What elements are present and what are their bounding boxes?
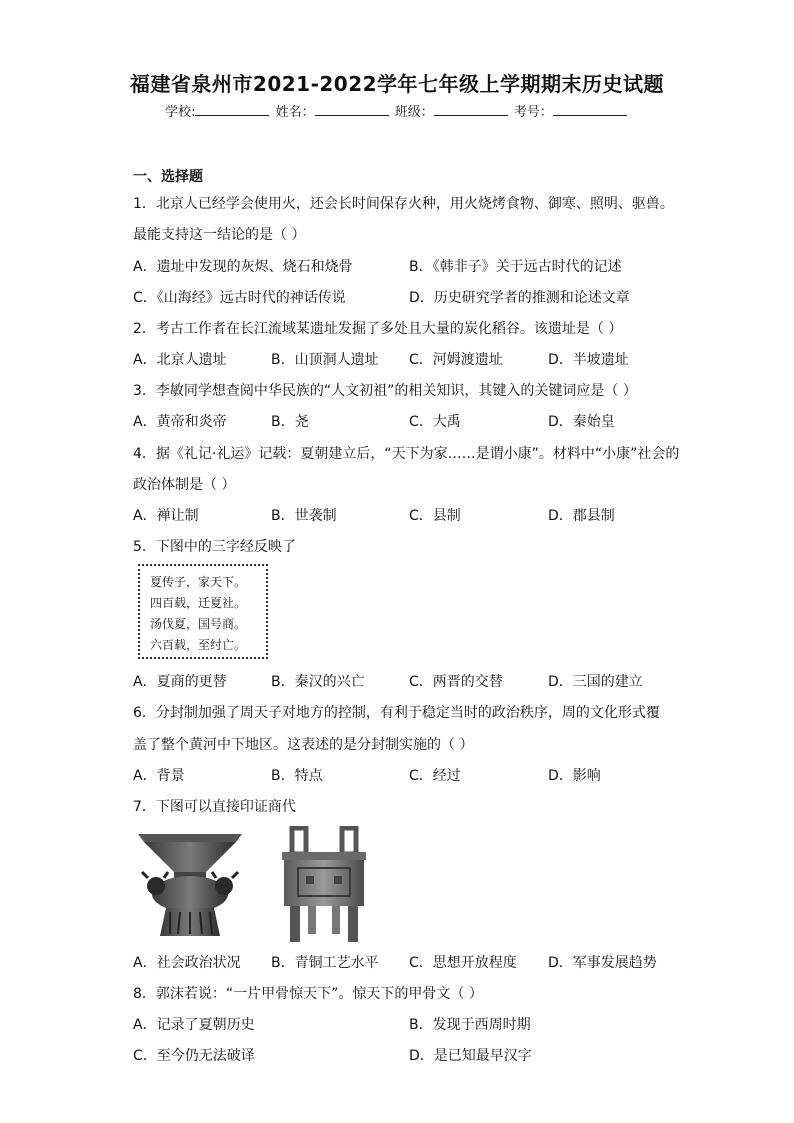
name-label: 姓名： — [275, 105, 315, 120]
question-7-option-a[interactable]: A．社会政治状况 — [133, 955, 241, 971]
bronze-zun-vessel-image — [136, 828, 244, 940]
question-3-option-c[interactable]: C．大禹 — [409, 414, 461, 430]
question-3-option-a[interactable]: A．黄帝和炎帝 — [133, 414, 227, 430]
question-7-line-1: 7．下图可以直接印证商代 — [133, 799, 296, 815]
poem-line: 四百载，迁夏社。 — [150, 596, 247, 610]
name-field[interactable] — [315, 103, 389, 116]
question-3-option-d[interactable]: D．秦始皇 — [548, 414, 615, 430]
question-4-option-b[interactable]: B．世袭制 — [271, 508, 337, 524]
question-6-line-1: 6．分封制加强了周天子对地方的控制，有利于稳定当时的政治秩序，周的文化形式覆 — [133, 705, 660, 721]
three-character-classic-box — [138, 564, 268, 659]
question-2-option-a[interactable]: A．北京人遗址 — [133, 352, 227, 368]
school-label: 学校: — [165, 105, 196, 120]
question-2-option-c[interactable]: C．河姆渡遗址 — [409, 352, 503, 368]
question-8-option-d[interactable]: D．是已知最早汉字 — [409, 1048, 532, 1064]
question-1-line-1: 1．北京人已经学会使用火，还会长时间保存火种，用火烧烤食物、御寒、照明、驱兽。 — [133, 196, 674, 212]
question-5-option-c[interactable]: C．两晋的交替 — [409, 674, 503, 690]
bronze-ding-vessel-image — [278, 826, 370, 944]
class-field[interactable] — [434, 103, 508, 116]
question-4-line-1: 4．据《礼记·礼运》记载：夏朝建立后，“天下为家……是谓小康”。材料中“小康”社会的 — [133, 446, 680, 462]
exam-number-label: 考号： — [513, 105, 553, 120]
exam-title: 福建省泉州市2021-2022学年七年级上学期期末历史试题 — [129, 72, 665, 96]
question-6-option-c[interactable]: C．经过 — [409, 768, 461, 784]
student-info-line — [0, 101, 794, 120]
question-6-option-b[interactable]: B．特点 — [271, 768, 323, 784]
section-title: 一、选择题 — [133, 169, 203, 185]
question-4-line-2: 政治体制是（ ） — [133, 477, 236, 493]
question-8-option-b[interactable]: B．发现于西周时期 — [409, 1017, 531, 1033]
question-5-option-b[interactable]: B．秦汉的兴亡 — [271, 674, 365, 690]
question-3-option-b[interactable]: B．尧 — [271, 414, 309, 430]
question-8-option-c[interactable]: C．至今仍无法破译 — [133, 1048, 255, 1064]
class-label: 班级： — [394, 105, 434, 120]
question-5-line-1: 5．下图中的三字经反映了 — [133, 539, 296, 555]
question-4-option-c[interactable]: C．县制 — [409, 508, 461, 524]
question-4-option-a[interactable]: A．禅让制 — [133, 508, 199, 524]
poem-line: 夏传子，家天下。 — [150, 575, 247, 589]
question-7-option-c[interactable]: C．思想开放程度 — [409, 955, 517, 971]
question-5-option-d[interactable]: D．三国的建立 — [548, 674, 643, 690]
poem-line: 汤伐夏，国号商。 — [150, 617, 247, 631]
school-field[interactable] — [195, 103, 269, 116]
question-1-option-d[interactable]: D．历史研究学者的推测和论述文章 — [409, 290, 630, 306]
question-6-line-2: 盖了整个黄河中下地区。这表述的是分封制实施的（ ） — [133, 737, 474, 753]
question-2-option-d[interactable]: D．半坡遗址 — [548, 352, 629, 368]
question-8-option-a[interactable]: A．记录了夏朝历史 — [133, 1017, 255, 1033]
poem-line: 六百载，至纣亡。 — [150, 638, 247, 652]
question-7-option-b[interactable]: B．青铜工艺水平 — [271, 955, 379, 971]
question-7-option-d[interactable]: D．军事发展趋势 — [548, 955, 657, 971]
question-3-line-1: 3．李敏同学想查阅中华民族的“人文初祖”的相关知识，其键入的关键词应是（ ） — [133, 383, 637, 399]
question-1-option-b[interactable]: B．《韩非子》关于远古时代的记述 — [409, 259, 622, 275]
question-6-option-d[interactable]: D．影响 — [548, 768, 601, 784]
question-4-option-d[interactable]: D．郡县制 — [548, 508, 615, 524]
question-1-option-a[interactable]: A．遗址中发现的灰烬、烧石和烧骨 — [133, 259, 353, 275]
question-5-option-a[interactable]: A．夏商的更替 — [133, 674, 227, 690]
question-2-line-1: 2．考古工作者在长江流域某遗址发掘了多处且大量的炭化稻谷。该遗址是（ ） — [133, 321, 623, 337]
question-1-line-2: 最能支持这一结论的是（ ） — [133, 227, 306, 243]
question-1-option-c[interactable]: C．《山海经》远古时代的神话传说 — [133, 290, 346, 306]
exam-number-field[interactable] — [553, 103, 627, 116]
question-6-option-a[interactable]: A．背景 — [133, 768, 185, 784]
question-8-line-1: 8．郭沫若说：“一片甲骨惊天下”。惊天下的甲骨文（ ） — [133, 986, 483, 1002]
question-2-option-b[interactable]: B．山顶洞人遗址 — [271, 352, 379, 368]
